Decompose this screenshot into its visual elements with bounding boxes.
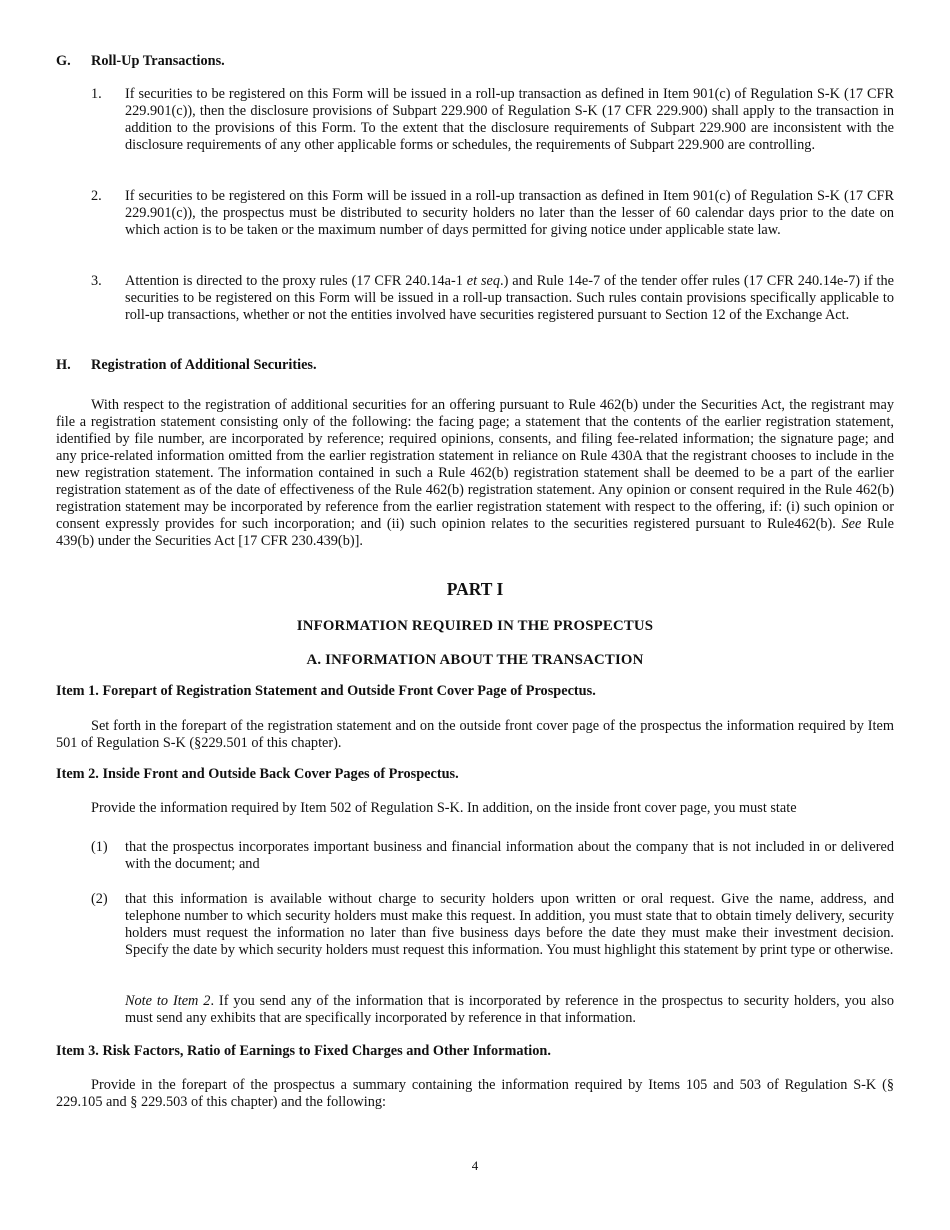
section-g-item-1-number: 1. bbox=[91, 86, 102, 102]
item-3-heading: Item 3. Risk Factors, Ratio of Earnings to Fixed Charges and Other Information. bbox=[56, 1043, 551, 1059]
section-h-title: Registration of Additional Securities. bbox=[91, 357, 317, 373]
item-1-text: Set forth in the forepart of the registration statement and on the outside front cover page of the prospectus the information required by Item 501 of Regulation S-K (§229.501 of this chapter). bbox=[56, 718, 894, 751]
item-2-note-label: Note to Item 2 bbox=[125, 993, 211, 1009]
item-2-subitem-1-text: that the prospectus incorporates important business and financial information about the company that is not included in or delivered with the document; and bbox=[125, 839, 894, 872]
item-3-text: Provide in the forepart of the prospectus a summary containing the information required by Items 105 and 503 of Regulation S-K (§ 229.105 and § 229.503 of this chapter) and the following: bbox=[56, 1077, 894, 1110]
item-1-heading: Item 1. Forepart of Registration Statement and Outside Front Cover Page of Prospectus. bbox=[56, 683, 596, 699]
section-g-item-2-number: 2. bbox=[91, 188, 102, 204]
item-2-text: Provide the information required by Item 502 of Regulation S-K. In addition, on the inside front cover page, you must state bbox=[91, 800, 797, 816]
item-2-subitem-2-text: that this information is available without charge to security holders upon written or oral request. Give the name, address, and telephone number to which security holders must make this request. In addition, you must state that to obtain timely delivery, security holders must request the information no later than five business days before the date they must make their investment decision. Specify the date by which security holders must request this information. You must highlight this statement by print type or otherwise. bbox=[125, 891, 894, 958]
section-g-item-3-number: 3. bbox=[91, 273, 102, 289]
section-g-item-2-text: If securities to be registered on this Form will be issued in a roll-up transaction as defined in Item 901(c) of Regulation S-K (17 CFR 229.901(c)), the prospectus must be distributed to security holders no later than the lesser of 60 calendar days prior to the date on which action is to be taken or the maximum number of days permitted for giving notice under applicable state law. bbox=[125, 188, 894, 238]
part-title: PART I bbox=[446, 579, 504, 599]
item-2-heading: Item 2. Inside Front and Outside Back Cover Pages of Prospectus. bbox=[56, 766, 459, 782]
page-number: 4 bbox=[471, 1158, 479, 1173]
item-2-subitem-2-number: (2) bbox=[91, 891, 108, 907]
section-g-title: Roll-Up Transactions. bbox=[91, 53, 225, 69]
section-h-paragraph: With respect to the registration of additional securities for an offering pursuant to Rule 462(b) under the Securities Act, the registrant may file a registration statement consisting only of the following: the facing page; a statement that the contents of the earlier registration statement, identified by file number, are incorporated by reference; required opinions, consents, and filing fee-related information; the signature page; and any price-related information omitted from the earlier registration statement in reliance on Rule 430A that the registrant chooses to include in the new registration statement. The information contained in such a Rule 462(b) registration statement shall be deemed to be a part of the earlier registration statement as of the date of effectiveness of the Rule 462(b) registration statement. Any opinion or consent required in the Rule 462(b) registration statement may be incorporated by reference from the earlier registration statement with respect to the offering, if: (i) such opinion or consent expressly provides for such incorporation; and (ii) such opinion relates to the securities registered pursuant to Rule462(b). See Rule 439(b) under the Securities Act [17 CFR 230.439(b)]. bbox=[56, 397, 894, 549]
section-g-item-1-text: If securities to be registered on this Form will be issued in a roll-up transaction as defined in Item 901(c) of Regulation S-K (17 CFR 229.901(c)), then the disclosure provisions of Subpart 229.900 of Regulation S-K (17 CFR 229.900) shall apply to the transaction in addition to the provisions of this Form. To the extent that the disclosure requirements of Subpart 229.900 are inconsistent with the disclosure requirements of any other applicable forms or schedules, the requirements of Subpart 229.900 are controlling. bbox=[125, 86, 894, 153]
item-2-note: Note to Item 2. If you send any of the information that is incorporated by reference in the prospectus to security holders, you also must send any exhibits that are specifically incorporated by reference in that information. bbox=[125, 993, 894, 1026]
section-g-letter: G. bbox=[56, 53, 71, 69]
section-a-heading: A. INFORMATION ABOUT THE TRANSACTION bbox=[306, 652, 644, 668]
part-subtitle: INFORMATION REQUIRED IN THE PROSPECTUS bbox=[296, 618, 654, 634]
section-h-letter: H. bbox=[56, 357, 71, 373]
section-g-item-3-text: Attention is directed to the proxy rules (17 CFR 240.14a-1 et seq.) and Rule 14e-7 of the tender offer rules (17 CFR 240.14e-7) if the securities to be registered on this Form will be issued in a roll-up transaction. Such rules contain provisions specifically applicable to roll-up transactions, whether or not the entities involved have securities registered pursuant to Section 12 of the Exchange Act. bbox=[125, 273, 894, 323]
item-2-subitem-1-number: (1) bbox=[91, 839, 108, 855]
